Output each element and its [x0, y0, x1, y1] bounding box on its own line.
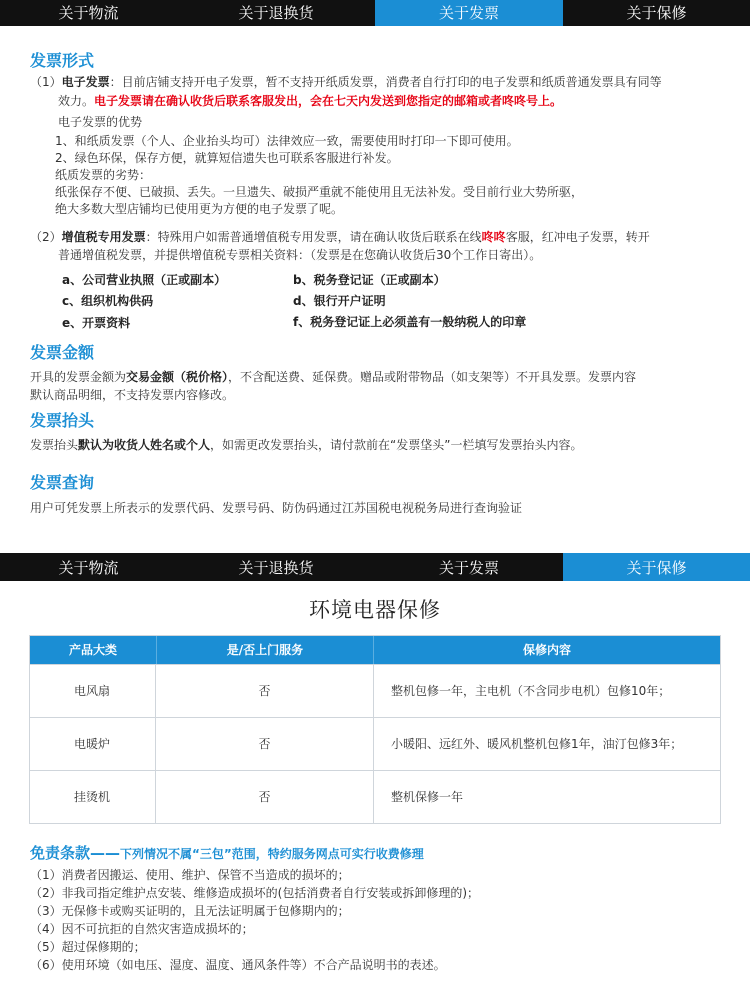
- e-invoice-line1: [30, 73, 662, 91]
- query-text: 用户可凭发票上所表示的发票代码、发票号码、防伪码通过江苏国税电视税务局进行查询验证: [30, 501, 523, 515]
- header-line: [30, 436, 582, 454]
- header-text-b: 默认为收货人姓名或个人: [78, 438, 211, 452]
- disclaimer-heading: 免责条款——: [30, 844, 121, 862]
- doc-item: d、银行开户证明: [293, 294, 386, 308]
- bottom-tab-bar: [0, 553, 750, 581]
- cell-content: 小暖阳、远红外、暖风机整机包修1年，油汀包修3年；: [391, 737, 683, 751]
- invoice-form-title: 发票形式: [30, 51, 95, 70]
- e-adv-2: 2、绿色环保，保存方便，就算短信遗失也可联系客服进行补发。: [55, 151, 399, 165]
- cell-category: 挂烫机: [30, 771, 156, 823]
- vat-num: （2）: [30, 230, 62, 244]
- vat-label: 增值税专用发票: [61, 230, 146, 244]
- vat-line2: 普通增值税发票，并提供增值税专票相关资料：（发票是在您确认收货后30个工作日寄出）。: [58, 248, 542, 262]
- table-row: [30, 770, 720, 823]
- disclaimer-item: （1）消费者因搬运、使用、维护、保管不当造成的损坏的；: [30, 868, 350, 882]
- repair-title: 环境电器保修: [309, 598, 441, 622]
- col-content: 保修内容: [522, 643, 571, 657]
- e-dis-1: 纸张保存不便、已破损、丢失。一旦遗失、破损严重就不能使用且无法补发。受目前行业大势所驱，: [55, 185, 584, 199]
- col-onsite: 是/否上门服务: [156, 636, 374, 664]
- disclaimer-item: （3）无保修卡或购买证明的，且无法证明属于包修期内的；: [30, 904, 350, 918]
- e-invoice-line2: [58, 92, 562, 110]
- cell-content: 整机包修一年，主电机（不含同步电机）包修10年；: [391, 684, 671, 698]
- invoice-header-title: 发票抬头: [30, 411, 95, 430]
- cell-onsite: 否: [156, 718, 374, 770]
- table-header: [30, 636, 720, 664]
- tab-returns[interactable]: 关于退换货: [238, 559, 314, 577]
- e-adv-title: 电子发票的优势: [58, 115, 143, 129]
- warranty-table: [29, 635, 721, 824]
- top-tab-bar: [0, 0, 750, 26]
- tab-returns[interactable]: 关于退换货: [238, 4, 314, 22]
- e-invoice-num: （1）: [30, 75, 62, 89]
- col-category: 产品大类: [68, 643, 117, 657]
- doc-item: a、公司营业执照（正或副本）: [62, 273, 227, 287]
- table-row: [30, 717, 720, 770]
- tab-warranty[interactable]: 关于保修: [626, 4, 687, 22]
- e-adv-1: 1、和纸质发票（个人、企业抬头均可）法律效应一致，需要使用时打印一下即可使用。: [55, 134, 519, 148]
- tab-logistics[interactable]: 关于物流: [58, 559, 119, 577]
- vat-dongdong: 咚咚: [481, 230, 506, 244]
- invoice-amount-title: 发票金额: [30, 343, 95, 362]
- invoice-query-title: 发票查询: [30, 473, 95, 492]
- doc-item: b、税务登记证（正或副本）: [293, 273, 446, 287]
- vat-text1b: 客服，红冲电子发票，转开: [505, 230, 650, 244]
- doc-item: e、开票资料: [62, 316, 131, 330]
- amount-text1a: 开具的发票金额为: [30, 370, 127, 384]
- header-text-a: 发票抬头: [30, 438, 79, 452]
- tab-logistics[interactable]: 关于物流: [58, 4, 119, 22]
- amount-text1b: 交易金额（税价格）: [126, 370, 229, 384]
- disclaimer-item: （4）因不可抗拒的自然灾害造成损坏的；: [30, 922, 254, 936]
- cell-category: 电暖炉: [30, 718, 156, 770]
- vat-text1a: ：特殊用户如需普通增值税专用发票，请在确认收货后联系在线: [145, 230, 482, 244]
- disclaimer-sub: 下列情况不属“三包”范围，特约服务网点可实行收费修理: [120, 847, 424, 861]
- e-invoice-label: 电子发票: [61, 75, 110, 89]
- tab-invoice[interactable]: 关于发票: [375, 0, 563, 26]
- disclaimer-item: （6）使用环境（如电压、湿度、温度、通风条件等）不合产品说明书的表述。: [30, 958, 446, 972]
- doc-item: f、税务登记证上必须盖有一般纳税人的印章: [293, 315, 527, 329]
- amount-text1c: ，不含配送费、延保费。赠品或附带物品（如支架等）不开具发票。发票内容: [228, 370, 637, 384]
- amount-line1: [30, 368, 636, 386]
- e-invoice-red-note: 电子发票请在确认收货后联系客服发出，会在七天内发送到您指定的邮箱或者咚咚号上。: [94, 94, 563, 108]
- e-dis-title: 纸质发票的劣势：: [55, 168, 152, 182]
- e-invoice-text1: ：目前店铺支持开电子发票，暂不支持开纸质发票，消费者自行打印的电子发票和纸质普通发票具有同等: [109, 75, 662, 89]
- cell-onsite: 否: [156, 665, 374, 717]
- doc-item: c、组织机构供码: [62, 294, 154, 308]
- e-invoice-text2: 效力。: [58, 94, 95, 108]
- tab-invoice[interactable]: 关于发票: [438, 559, 499, 577]
- tab-warranty[interactable]: 关于保修: [563, 553, 750, 581]
- header-text-c: ，如需更改发票抬头，请付款前在“发票垡头”一栏填写发票抬头内容。: [210, 438, 583, 452]
- cell-content: 整机保修一年: [391, 790, 464, 804]
- vat-line1: [30, 228, 650, 246]
- disclaimer-item: （5）超过保修期的；: [30, 940, 146, 954]
- table-row: [30, 664, 720, 717]
- e-dis-2: 绝大多数大型店铺均已使用更为方便的电子发票了呢。: [55, 202, 344, 216]
- cell-category: 电风扇: [30, 665, 156, 717]
- disclaimer-item: （2）非我司指定维护点安装、维修造成损坏的(包括消费者自行安装或拆卸修理的)；: [30, 886, 480, 900]
- cell-onsite: 否: [156, 771, 374, 823]
- amount-line2: 默认商品明细，不支持发票内容修改。: [30, 388, 235, 402]
- disclaimer-title: [30, 842, 424, 863]
